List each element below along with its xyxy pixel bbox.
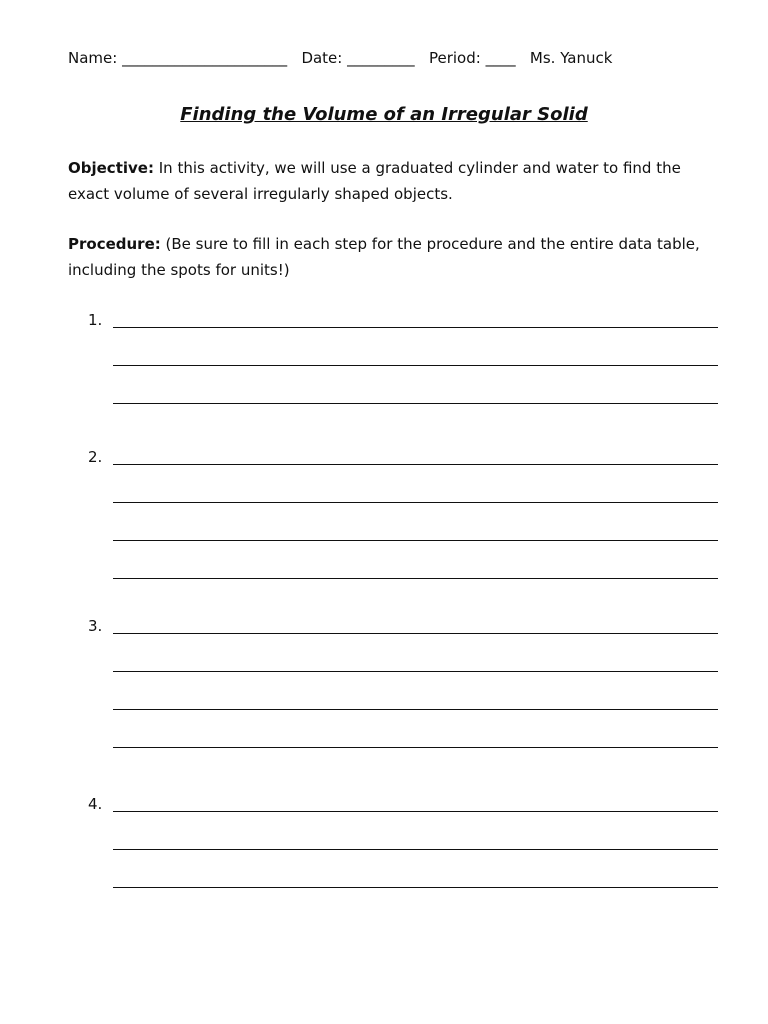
step-2-answer-line[interactable] <box>113 502 718 503</box>
step-2-answer-line[interactable] <box>113 464 718 465</box>
name-label: Name: <box>68 49 118 67</box>
step-3-answer-line[interactable] <box>113 671 718 672</box>
objective-label: Objective: <box>68 159 154 177</box>
date-label: Date: <box>301 49 343 67</box>
step-2-answer-line[interactable] <box>113 578 718 579</box>
step-number: 4. <box>88 795 103 813</box>
step-1-answer-line[interactable] <box>113 365 718 366</box>
name-blank[interactable]: ______________________ <box>122 49 288 67</box>
date-blank[interactable]: _________ <box>347 49 415 67</box>
step-4-answer-line[interactable] <box>113 849 718 850</box>
page-title: Finding the Volume of an Irregular Solid <box>180 104 588 125</box>
step-2-answer-line[interactable] <box>113 540 718 541</box>
objective-text: In this activity, we will use a graduated cylinder and water to find the exact volume of several irregularly shaped objects. <box>68 159 681 203</box>
period-blank[interactable]: ____ <box>485 49 516 67</box>
teacher-name: Ms. Yanuck <box>529 49 613 67</box>
step-3-answer-line[interactable] <box>113 747 718 748</box>
step-4-answer-line[interactable] <box>113 811 718 812</box>
step-number: 3. <box>88 617 103 635</box>
period-label: Period: <box>428 49 481 67</box>
step-4-answer-line[interactable] <box>113 887 718 888</box>
procedure-text: (Be sure to fill in each step for the procedure and the entire data table, including the spots for units!) <box>68 235 700 279</box>
step-number: 1. <box>88 311 103 329</box>
step-number: 2. <box>88 448 103 466</box>
step-1-answer-line[interactable] <box>113 327 718 328</box>
step-1-answer-line[interactable] <box>113 403 718 404</box>
step-3-answer-line[interactable] <box>113 709 718 710</box>
step-3-answer-line[interactable] <box>113 633 718 634</box>
procedure-label: Procedure: <box>68 235 161 253</box>
